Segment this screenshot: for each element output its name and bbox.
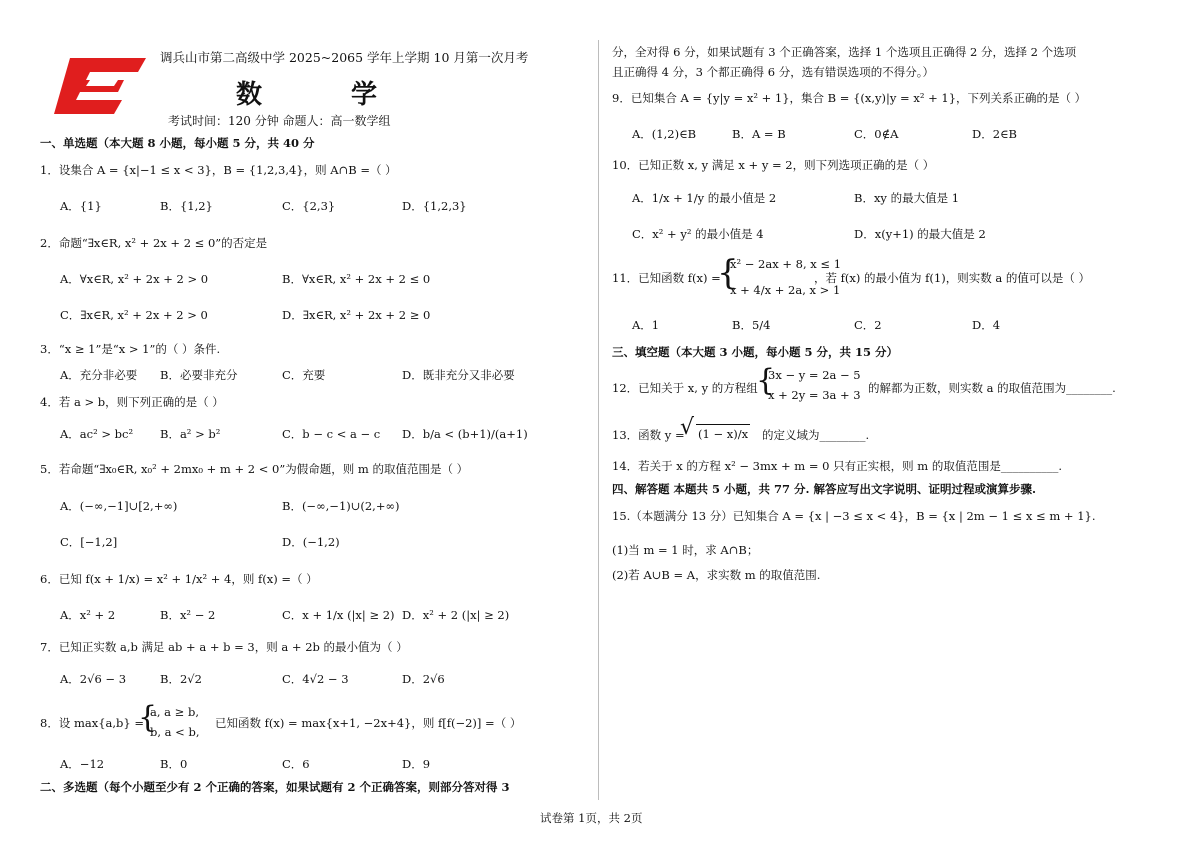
- question-8-case1: a, a ≥ b,: [150, 705, 199, 719]
- option-1c: C．{2,3}: [282, 199, 336, 213]
- option-1d: D．{1,2,3}: [402, 199, 467, 213]
- question-11-lead: 11．已知函数 f(x) =: [612, 271, 721, 285]
- option-11b: B．5/4: [732, 318, 771, 332]
- option-6b: B．x² − 2: [160, 608, 216, 622]
- question-13-body: 的定义域为________.: [762, 428, 870, 442]
- option-10c: C．x² + y² 的最小值是 4: [632, 227, 764, 241]
- option-8b: B．0: [160, 757, 188, 771]
- option-9c: C．0∉A: [854, 127, 899, 141]
- question-12-case2: x + 2y = 3a + 3: [768, 388, 861, 402]
- option-11a: A．1: [632, 318, 660, 332]
- question-3: 3．“x ≥ 1”是“x > 1”的（ ）条件.: [40, 342, 221, 356]
- question-14: 14．若关于 x 的方程 x² − 3mx + m = 0 只有正实根，则 m 的取值范围是__________.: [612, 459, 1062, 473]
- question-2: 2．命题“∃x∈R, x² + 2x + 2 ≤ 0”的否定是: [40, 236, 268, 250]
- question-5: 5．若命题“∃x₀∈R, x₀² + 2mx₀ + m + 2 < 0”为假命题，则 m 的取值范围是（ ）: [40, 462, 469, 476]
- sqrt-sign: √: [680, 415, 695, 440]
- option-3c: C．充要: [282, 368, 326, 382]
- option-6a: A．x² + 2: [60, 608, 116, 622]
- option-8a: A．−12: [60, 757, 105, 771]
- question-12-body: 的解都为正数，则实数 a 的取值范围为________.: [868, 381, 1116, 395]
- option-4c: C．b − c < a − c: [282, 427, 381, 441]
- question-12-brace: {: [756, 363, 776, 398]
- question-8-body: 已知函数 f(x) = max{x+1, −2x+4}，则 f[f(−2)] =（ ）: [215, 716, 522, 730]
- option-9b: B．A = B: [732, 127, 786, 141]
- option-2a: A．∀x∈R, x² + 2x + 2 > 0: [60, 272, 209, 286]
- option-5c: C．[−1,2]: [60, 535, 118, 549]
- option-7d: D．2√6: [402, 672, 445, 686]
- option-8c: C．6: [282, 757, 310, 771]
- option-7a: A．2√6 − 3: [60, 672, 127, 686]
- question-11-case1: x² − 2ax + 8, x ≤ 1: [730, 257, 842, 271]
- question-8-lead: 8．设 max{a,b} =: [40, 716, 145, 730]
- option-7c: C．4√2 − 3: [282, 672, 349, 686]
- question-1: 1．设集合 A = {x|−1 ≤ x < 3}，B = {1,2,3,4}，则 A∩B =（ ）: [40, 163, 397, 177]
- question-8-brace: {: [138, 700, 158, 735]
- question-9: 9．已知集合 A = {y|y = x² + 1}，集合 B = {(x,y)|y = x² + 1}，下列关系正确的是（ ）: [612, 91, 1087, 105]
- option-1a: A．{1}: [60, 199, 102, 213]
- option-3b: B．必要非充分: [160, 368, 238, 382]
- question-15-part2: (2)若 A∪B = A，求实数 m 的取值范围.: [612, 568, 821, 582]
- section-multi-rules-1: 分，全对得 6 分，如果试题有 3 个正确答案，选择 1 个选项且正确得 2 分，选择 2 个选项: [612, 45, 1077, 59]
- question-15-part1: (1)当 m = 1 时，求 A∩B；: [612, 543, 759, 557]
- school-logo: [52, 56, 148, 116]
- option-1b: B．{1,2}: [160, 199, 213, 213]
- question-7: 7．已知正实数 a,b 满足 ab + a + b = 3，则 a + 2b 的最小值为（ ）: [40, 640, 408, 654]
- option-11d: D．4: [972, 318, 1001, 332]
- option-5b: B．(−∞,−1)∪(2,+∞): [282, 499, 400, 513]
- question-12-lead: 12．已知关于 x, y 的方程组: [612, 381, 758, 395]
- option-4b: B．a² > b²: [160, 427, 221, 441]
- question-12-case1: 3x − y = 2a − 5: [768, 368, 861, 382]
- subject-title: 数 学: [236, 80, 418, 110]
- column-divider: [598, 40, 599, 800]
- question-15: 15.（本题满分 13 分）已知集合 A = {x | −3 ≤ x < 4}，B = {x | 2m − 1 ≤ x ≤ m + 1}.: [612, 509, 1096, 523]
- option-6d: D．x² + 2 (|x| ≥ 2): [402, 608, 510, 622]
- question-11-brace: {: [717, 253, 739, 293]
- exam-info: 考试时间：120 分钟 命题人：高一数学组: [168, 114, 391, 128]
- question-6: 6．已知 f(x + 1/x) = x² + 1/x² + 4，则 f(x) =（ ）: [40, 572, 318, 586]
- option-3a: A．充分非必要: [60, 368, 138, 382]
- option-4d: D．b/a < (b+1)/(a+1): [402, 427, 528, 441]
- option-9a: A．(1,2)∈B: [632, 127, 697, 141]
- option-10d: D．x(y+1) 的最大值是 2: [854, 227, 986, 241]
- option-5d: D．(−1,2): [282, 535, 340, 549]
- page-number: 试卷第 1页，共 2页: [540, 811, 643, 825]
- school-title: 调兵山市第二高级中学 2025~2065 学年上学期 10 月第一次月考: [160, 50, 529, 65]
- section-solutions: 四、解答题 本题共 5 小题，共 77 分. 解答应写出文字说明、证明过程或演算步骤.: [612, 482, 1037, 496]
- section-multi-rules-2: 且正确得 4 分，3 个都正确得 6 分，选有错误选项的不得分。）: [612, 65, 934, 79]
- question-13-lead: 13．函数 y =: [612, 428, 685, 442]
- question-10: 10．已知正数 x, y 满足 x + y = 2，则下列选项正确的是（ ）: [612, 158, 935, 172]
- section-fill-in: 三、填空题（本大题 3 小题，每小题 5 分，共 15 分）: [612, 345, 899, 359]
- question-13-radicand: (1 − x)/x: [696, 424, 750, 441]
- option-5a: A．(−∞,−1]∪[2,+∞): [60, 499, 178, 513]
- option-4a: A．ac² > bc²: [60, 427, 134, 441]
- section-multiple-choice: 二、多选题（每个小题至少有 2 个正确的答案，如果试题有 2 个正确答案，则部分答对得 3: [40, 780, 510, 794]
- option-2b: B．∀x∈R, x² + 2x + 2 ≤ 0: [282, 272, 431, 286]
- option-6c: C．x + 1/x (|x| ≥ 2): [282, 608, 395, 622]
- option-3d: D．既非充分又非必要: [402, 368, 515, 382]
- option-2d: D．∃x∈R, x² + 2x + 2 ≥ 0: [282, 308, 431, 322]
- option-10a: A．1/x + 1/y 的最小值是 2: [632, 191, 777, 205]
- option-10b: B．xy 的最大值是 1: [854, 191, 960, 205]
- question-11-case2: x + 4/x + 2a, x > 1: [730, 283, 841, 297]
- question-4: 4．若 a > b，则下列正确的是（ ）: [40, 395, 224, 409]
- option-2c: C．∃x∈R, x² + 2x + 2 > 0: [60, 308, 208, 322]
- option-7b: B．2√2: [160, 672, 202, 686]
- option-9d: D．2∈B: [972, 127, 1018, 141]
- section-single-choice: 一、单选题（本大题 8 小题，每小题 5 分，共 40 分: [40, 136, 315, 150]
- option-8d: D．9: [402, 757, 431, 771]
- option-11c: C．2: [854, 318, 882, 332]
- question-8-case2: b, a < b,: [150, 725, 200, 739]
- question-11-body: ，若 f(x) 的最小值为 f(1)，则实数 a 的值可以是（ ）: [814, 271, 1091, 285]
